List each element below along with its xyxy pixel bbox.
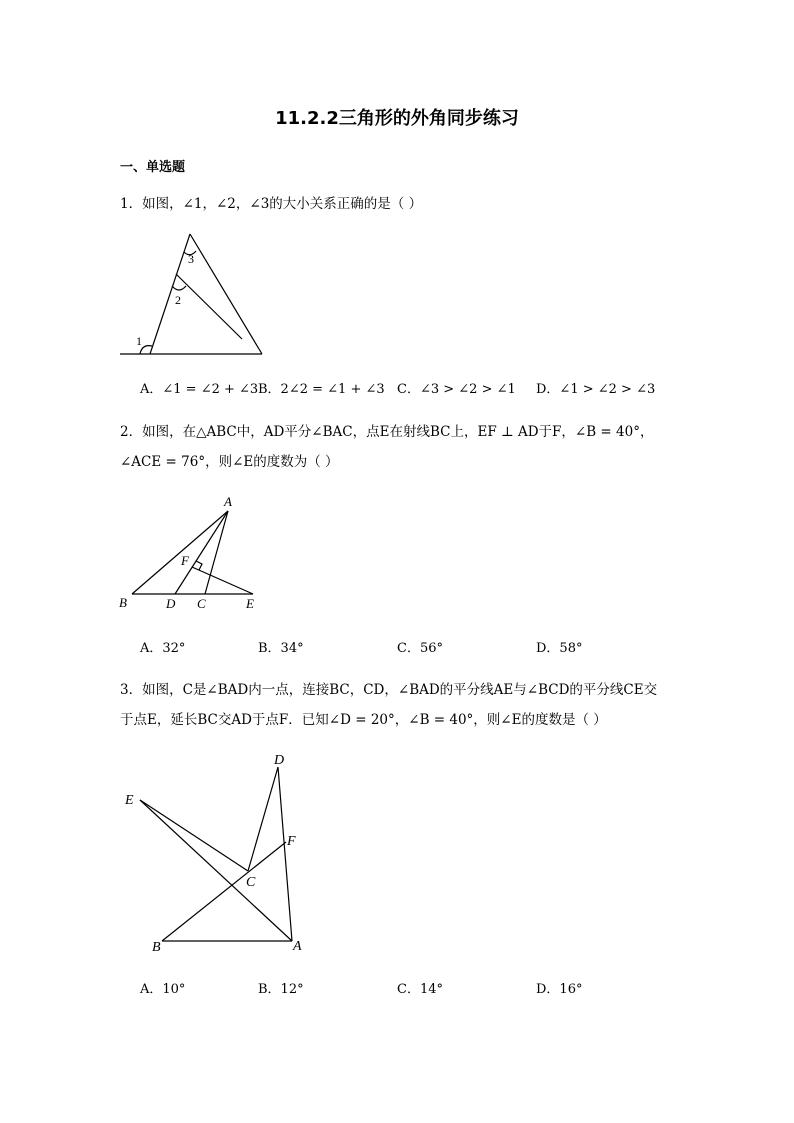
fig1-label-2: 2 [175,293,181,307]
fig2-label-f: F [181,553,189,568]
question-3-stem-line1: 3．如图，C是∠BAD内一点，连接BC，CD，∠BAD的平分线AE与∠BCD的平分线CE交 [120,682,658,698]
fig2-label-c: C [197,596,206,611]
fig3-label-f: F [287,834,296,849]
fig1-label-3: 3 [188,252,194,266]
question-3-figure [118,746,318,956]
q1-option-a[interactable]: A．∠1 = ∠2 + ∠3 [140,382,259,397]
fig3-label-c: C [246,875,256,890]
fig2-label-e: E [246,596,254,611]
q3-option-a[interactable]: A．10° [140,982,186,997]
q2-option-a[interactable]: A．32° [140,641,186,656]
question-1-figure [110,226,280,366]
q3-option-b[interactable]: B．12° [258,982,304,997]
q2-option-d[interactable]: D．58° [536,641,583,656]
q3-option-d[interactable]: D．16° [536,982,583,997]
q2-option-c[interactable]: C．56° [397,641,443,656]
question-1-stem: 1．如图，∠1，∠2，∠3的大小关系正确的是（ ） [120,196,423,212]
question-2-stem-line1: 2．如图，在△ABC中，AD平分∠BAC，点E在射线BC上，EF ⊥ AD于F，∠B = 40°， [120,424,654,440]
fig2-label-b: B [119,595,127,610]
question-2-figure [114,492,264,614]
fig3-label-a: A [293,939,302,954]
page-title: 11.2.2三角形的外角同步练习 [275,108,519,129]
question-2-stem-line2: ∠ACE = 76°，则∠E的度数为（ ） [120,454,339,470]
section-heading: 一、单选题 [120,160,186,175]
q1-option-d[interactable]: D．∠1 > ∠2 > ∠3 [536,382,656,397]
q1-option-b[interactable]: B．2∠2 = ∠1 + ∠3 [258,382,385,397]
q3-option-c[interactable]: C．14° [397,982,443,997]
fig3-label-d: D [274,753,285,768]
q1-option-c[interactable]: C．∠3 > ∠2 > ∠1 [397,382,516,397]
fig1-label-1: 1 [136,334,142,348]
fig3-label-e: E [125,793,134,808]
fig3-label-b: B [152,940,161,955]
question-3-stem-line2: 于点E，延长BC交AD于点F．已知∠D = 20°，∠B = 40°，则∠E的度数是（ ） [120,712,607,728]
q2-option-b[interactable]: B．34° [258,641,304,656]
fig2-label-a: A [224,494,232,509]
fig2-label-d: D [166,596,176,611]
